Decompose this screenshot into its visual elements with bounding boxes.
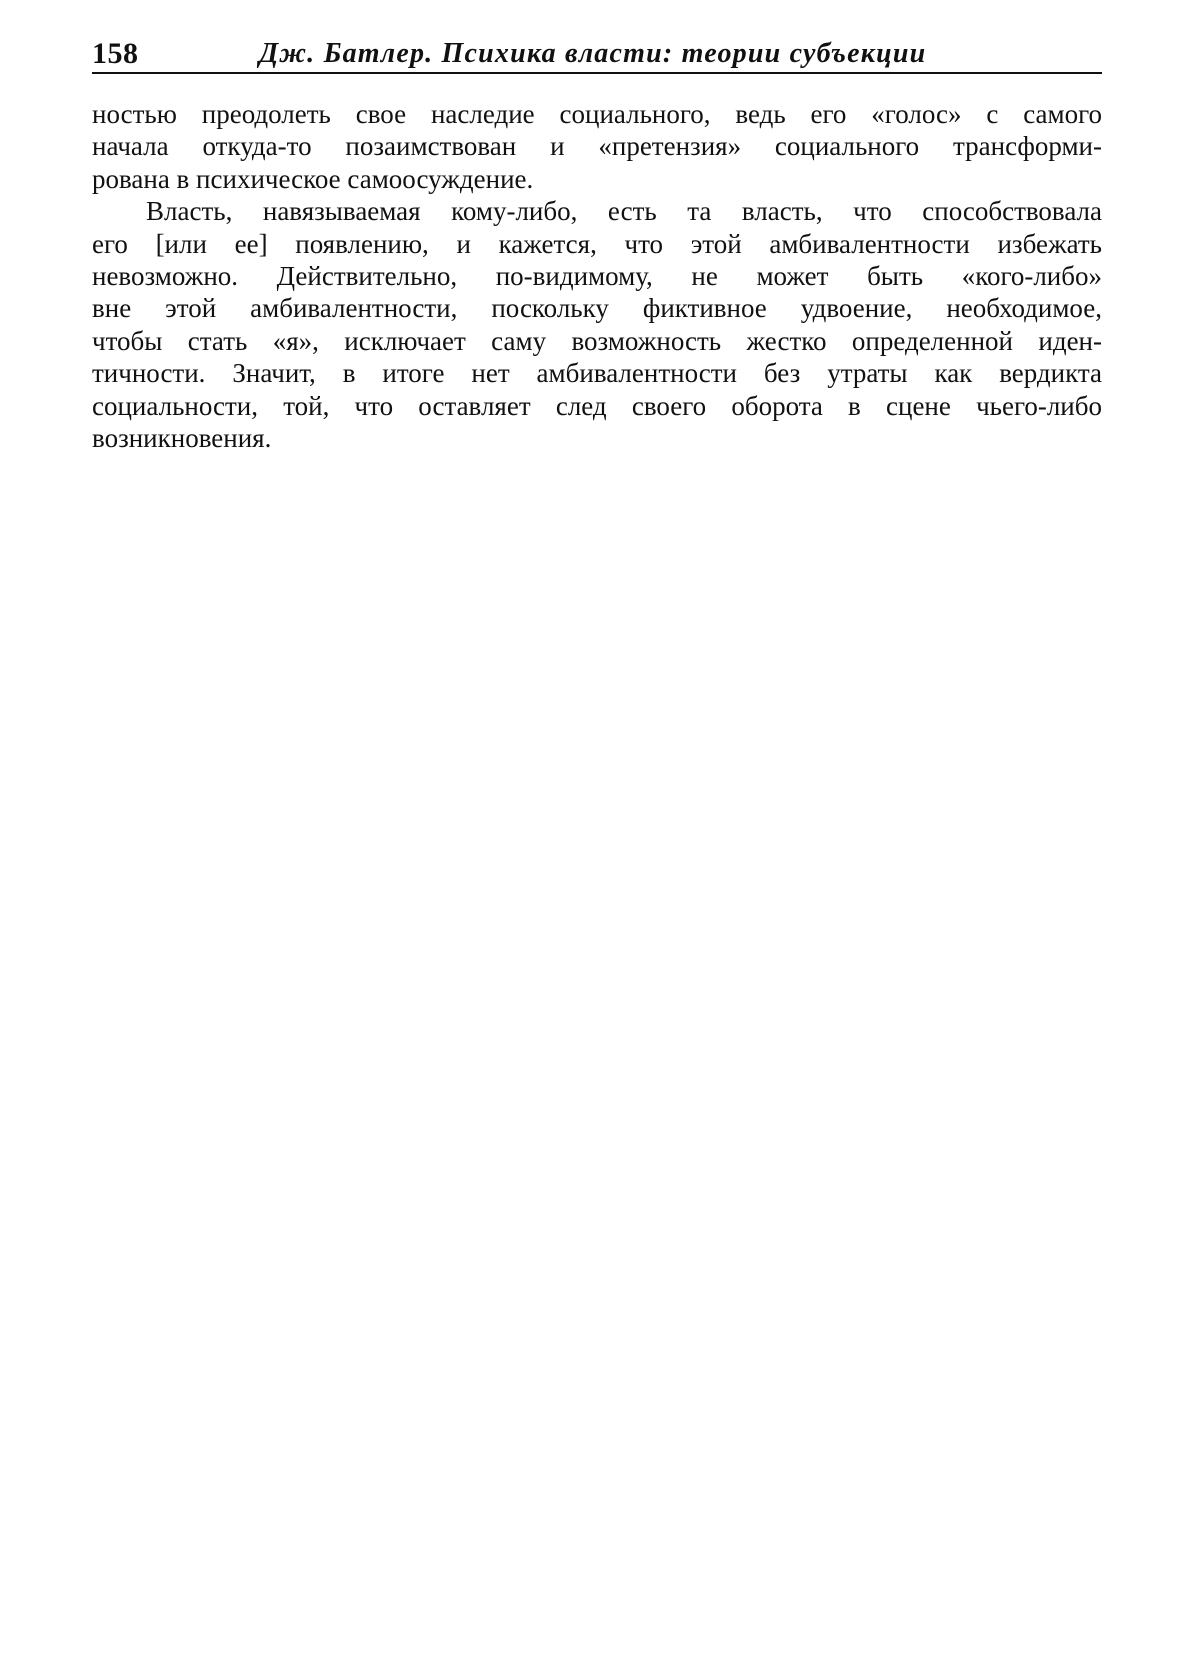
page-number: 158: [92, 37, 139, 70]
text-line: чтобы стать «я», исключает саму возможность жестко определенной иден-: [92, 325, 1102, 356]
text-line: его [или ее] появлению, и кажется, что этой амбивалентности избежать: [92, 228, 1102, 259]
text-line: ностью преодолеть свое наследие социального, ведь его «голос» с самого: [92, 99, 1102, 129]
running-head: [92, 36, 1102, 74]
text-line: социальности, той, что оставляет след своего оборота в сцене чьего-либо: [92, 390, 1102, 421]
text-line: вне этой амбивалентности, поскольку фиктивное удвоение, необходимое,: [92, 293, 1102, 324]
text-line: возникновения.: [92, 422, 272, 453]
paragraph: [92, 195, 1102, 454]
body-text: [92, 98, 1102, 454]
text-line: тичности. Значит, в итоге нет амбивалентности без утраты как вердикта: [92, 358, 1102, 389]
text-line: начала откуда-то позаимствован и «претензия» социального трансформи-: [92, 131, 1102, 162]
text-line: Власть, навязываемая кому-либо, есть та власть, что способствовала: [146, 196, 1102, 227]
paragraph-continued: [92, 98, 1102, 195]
running-head-title: Дж. Батлер. Психика власти: теории субъекции: [259, 38, 927, 69]
text-line: невозможно. Действительно, по-видимому, не может быть «кого-либо»: [92, 260, 1102, 291]
text-line: рована в психическое самоосуждение.: [92, 163, 534, 194]
